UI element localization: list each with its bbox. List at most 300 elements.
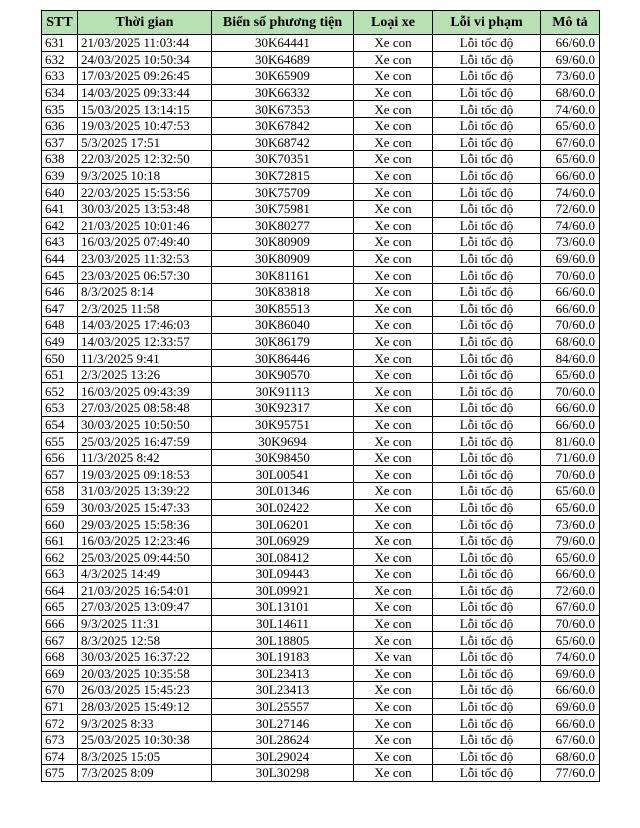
cell-stt: 657 bbox=[42, 466, 78, 483]
table-row bbox=[42, 51, 600, 68]
cell-stt: 655 bbox=[42, 433, 78, 450]
header-time: Thời gian bbox=[78, 11, 212, 35]
cell-stt: 660 bbox=[42, 516, 78, 533]
cell-vehicle-type: Xe con bbox=[354, 167, 433, 184]
cell-description: 70/60.0 bbox=[541, 615, 600, 632]
cell-stt: 632 bbox=[42, 51, 78, 68]
cell-time: 25/03/2025 16:47:59 bbox=[78, 433, 212, 450]
cell-stt: 666 bbox=[42, 615, 78, 632]
table-row bbox=[42, 317, 600, 334]
cell-description: 69/60.0 bbox=[541, 698, 600, 715]
cell-description: 66/60.0 bbox=[541, 400, 600, 417]
cell-time: 9/3/2025 8:33 bbox=[78, 715, 212, 732]
cell-stt: 644 bbox=[42, 250, 78, 267]
cell-time: 2/3/2025 11:58 bbox=[78, 300, 212, 317]
cell-description: 65/60.0 bbox=[541, 151, 600, 168]
cell-plate: 30L23413 bbox=[212, 682, 354, 699]
table-row bbox=[42, 516, 600, 533]
cell-plate: 30L01346 bbox=[212, 483, 354, 500]
cell-violation: Lỗi tốc độ bbox=[433, 682, 541, 699]
cell-vehicle-type: Xe con bbox=[354, 234, 433, 251]
cell-description: 81/60.0 bbox=[541, 433, 600, 450]
cell-time: 30/03/2025 10:50:50 bbox=[78, 416, 212, 433]
cell-violation: Lỗi tốc độ bbox=[433, 632, 541, 649]
cell-description: 65/60.0 bbox=[541, 483, 600, 500]
cell-vehicle-type: Xe con bbox=[354, 466, 433, 483]
cell-time: 22/03/2025 12:32:50 bbox=[78, 151, 212, 168]
cell-violation: Lỗi tốc độ bbox=[433, 748, 541, 765]
cell-stt: 667 bbox=[42, 632, 78, 649]
cell-stt: 662 bbox=[42, 549, 78, 566]
cell-stt: 671 bbox=[42, 698, 78, 715]
cell-vehicle-type: Xe con bbox=[354, 549, 433, 566]
cell-stt: 658 bbox=[42, 483, 78, 500]
table-row bbox=[42, 250, 600, 267]
cell-time: 15/03/2025 13:14:15 bbox=[78, 101, 212, 118]
header-stt: STT bbox=[42, 11, 78, 35]
cell-stt: 649 bbox=[42, 333, 78, 350]
cell-violation: Lỗi tốc độ bbox=[433, 300, 541, 317]
cell-violation: Lỗi tốc độ bbox=[433, 134, 541, 151]
cell-violation: Lỗi tốc độ bbox=[433, 51, 541, 68]
cell-vehicle-type: Xe con bbox=[354, 632, 433, 649]
cell-violation: Lỗi tốc độ bbox=[433, 483, 541, 500]
cell-stt: 661 bbox=[42, 532, 78, 549]
cell-plate: 30K64689 bbox=[212, 51, 354, 68]
cell-violation: Lỗi tốc độ bbox=[433, 449, 541, 466]
table-row bbox=[42, 283, 600, 300]
cell-vehicle-type: Xe con bbox=[354, 283, 433, 300]
cell-violation: Lỗi tốc độ bbox=[433, 317, 541, 334]
cell-violation: Lỗi tốc độ bbox=[433, 200, 541, 217]
cell-plate: 30K70351 bbox=[212, 151, 354, 168]
cell-vehicle-type: Xe con bbox=[354, 516, 433, 533]
cell-description: 65/60.0 bbox=[541, 632, 600, 649]
cell-plate: 30L27146 bbox=[212, 715, 354, 732]
cell-plate: 30K98450 bbox=[212, 449, 354, 466]
cell-violation: Lỗi tốc độ bbox=[433, 68, 541, 85]
cell-vehicle-type: Xe con bbox=[354, 68, 433, 85]
cell-description: 73/60.0 bbox=[541, 68, 600, 85]
cell-description: 67/60.0 bbox=[541, 731, 600, 748]
cell-time: 5/3/2025 17:51 bbox=[78, 134, 212, 151]
cell-description: 72/60.0 bbox=[541, 582, 600, 599]
header-plate: Biển số phương tiện bbox=[212, 11, 354, 35]
cell-violation: Lỗi tốc độ bbox=[433, 731, 541, 748]
cell-plate: 30K80909 bbox=[212, 234, 354, 251]
table-row bbox=[42, 648, 600, 665]
table-row bbox=[42, 300, 600, 317]
table-row bbox=[42, 167, 600, 184]
cell-plate: 30K86179 bbox=[212, 333, 354, 350]
cell-stt: 635 bbox=[42, 101, 78, 118]
cell-time: 29/03/2025 15:58:36 bbox=[78, 516, 212, 533]
table-row bbox=[42, 466, 600, 483]
cell-vehicle-type: Xe con bbox=[354, 748, 433, 765]
table-row bbox=[42, 350, 600, 367]
table-row bbox=[42, 433, 600, 450]
cell-vehicle-type: Xe van bbox=[354, 648, 433, 665]
cell-violation: Lỗi tốc độ bbox=[433, 400, 541, 417]
cell-vehicle-type: Xe con bbox=[354, 300, 433, 317]
cell-stt: 664 bbox=[42, 582, 78, 599]
table-row bbox=[42, 582, 600, 599]
cell-stt: 642 bbox=[42, 217, 78, 234]
table-header-row bbox=[42, 11, 600, 35]
violation-table-container bbox=[41, 10, 599, 782]
cell-plate: 30L09443 bbox=[212, 566, 354, 583]
cell-plate: 30K65909 bbox=[212, 68, 354, 85]
cell-plate: 30L02422 bbox=[212, 499, 354, 516]
cell-plate: 30K64441 bbox=[212, 35, 354, 52]
cell-time: 22/03/2025 15:53:56 bbox=[78, 184, 212, 201]
cell-plate: 30K90570 bbox=[212, 366, 354, 383]
cell-plate: 30L23413 bbox=[212, 665, 354, 682]
cell-vehicle-type: Xe con bbox=[354, 366, 433, 383]
cell-time: 2/3/2025 13:26 bbox=[78, 366, 212, 383]
cell-description: 79/60.0 bbox=[541, 532, 600, 549]
cell-description: 69/60.0 bbox=[541, 250, 600, 267]
table-row bbox=[42, 449, 600, 466]
cell-time: 25/03/2025 09:44:50 bbox=[78, 549, 212, 566]
cell-description: 67/60.0 bbox=[541, 134, 600, 151]
cell-plate: 30K66332 bbox=[212, 84, 354, 101]
cell-violation: Lỗi tốc độ bbox=[433, 283, 541, 300]
table-row bbox=[42, 532, 600, 549]
header-violation: Lỗi vi phạm bbox=[433, 11, 541, 35]
table-row bbox=[42, 615, 600, 632]
cell-violation: Lỗi tốc độ bbox=[433, 715, 541, 732]
table-body bbox=[42, 35, 600, 782]
cell-vehicle-type: Xe con bbox=[354, 267, 433, 284]
cell-violation: Lỗi tốc độ bbox=[433, 499, 541, 516]
cell-violation: Lỗi tốc độ bbox=[433, 117, 541, 134]
table-row bbox=[42, 599, 600, 616]
cell-violation: Lỗi tốc độ bbox=[433, 184, 541, 201]
cell-violation: Lỗi tốc độ bbox=[433, 234, 541, 251]
cell-time: 21/03/2025 11:03:44 bbox=[78, 35, 212, 52]
cell-plate: 30K68742 bbox=[212, 134, 354, 151]
cell-plate: 30L25557 bbox=[212, 698, 354, 715]
cell-description: 84/60.0 bbox=[541, 350, 600, 367]
cell-vehicle-type: Xe con bbox=[354, 416, 433, 433]
cell-violation: Lỗi tốc độ bbox=[433, 532, 541, 549]
cell-vehicle-type: Xe con bbox=[354, 217, 433, 234]
table-row bbox=[42, 632, 600, 649]
table-row bbox=[42, 234, 600, 251]
cell-vehicle-type: Xe con bbox=[354, 715, 433, 732]
cell-stt: 651 bbox=[42, 366, 78, 383]
cell-stt: 638 bbox=[42, 151, 78, 168]
cell-time: 24/03/2025 10:50:34 bbox=[78, 51, 212, 68]
cell-description: 70/60.0 bbox=[541, 317, 600, 334]
cell-violation: Lỗi tốc độ bbox=[433, 250, 541, 267]
cell-description: 68/60.0 bbox=[541, 84, 600, 101]
cell-vehicle-type: Xe con bbox=[354, 151, 433, 168]
cell-description: 74/60.0 bbox=[541, 101, 600, 118]
cell-plate: 30L09921 bbox=[212, 582, 354, 599]
cell-plate: 30K81161 bbox=[212, 267, 354, 284]
table-row bbox=[42, 483, 600, 500]
cell-vehicle-type: Xe con bbox=[354, 566, 433, 583]
cell-time: 27/03/2025 13:09:47 bbox=[78, 599, 212, 616]
cell-plate: 30K80909 bbox=[212, 250, 354, 267]
cell-violation: Lỗi tốc độ bbox=[433, 267, 541, 284]
cell-time: 21/03/2025 10:01:46 bbox=[78, 217, 212, 234]
cell-plate: 30K80277 bbox=[212, 217, 354, 234]
cell-time: 30/03/2025 16:37:22 bbox=[78, 648, 212, 665]
violation-table bbox=[41, 10, 600, 782]
cell-violation: Lỗi tốc độ bbox=[433, 416, 541, 433]
table-row bbox=[42, 698, 600, 715]
cell-vehicle-type: Xe con bbox=[354, 117, 433, 134]
cell-violation: Lỗi tốc độ bbox=[433, 466, 541, 483]
cell-plate: 30L06929 bbox=[212, 532, 354, 549]
cell-time: 19/03/2025 10:47:53 bbox=[78, 117, 212, 134]
cell-plate: 30K9694 bbox=[212, 433, 354, 450]
cell-vehicle-type: Xe con bbox=[354, 582, 433, 599]
table-row bbox=[42, 665, 600, 682]
cell-vehicle-type: Xe con bbox=[354, 350, 433, 367]
cell-stt: 637 bbox=[42, 134, 78, 151]
cell-stt: 653 bbox=[42, 400, 78, 417]
cell-violation: Lỗi tốc độ bbox=[433, 566, 541, 583]
table-row bbox=[42, 566, 600, 583]
cell-description: 73/60.0 bbox=[541, 516, 600, 533]
cell-violation: Lỗi tốc độ bbox=[433, 433, 541, 450]
cell-stt: 633 bbox=[42, 68, 78, 85]
cell-time: 4/3/2025 14:49 bbox=[78, 566, 212, 583]
cell-violation: Lỗi tốc độ bbox=[433, 350, 541, 367]
cell-plate: 30K75709 bbox=[212, 184, 354, 201]
table-row bbox=[42, 400, 600, 417]
cell-stt: 652 bbox=[42, 383, 78, 400]
cell-stt: 654 bbox=[42, 416, 78, 433]
cell-violation: Lỗi tốc độ bbox=[433, 167, 541, 184]
cell-plate: 30K95751 bbox=[212, 416, 354, 433]
cell-vehicle-type: Xe con bbox=[354, 51, 433, 68]
cell-description: 65/60.0 bbox=[541, 549, 600, 566]
cell-time: 25/03/2025 10:30:38 bbox=[78, 731, 212, 748]
cell-plate: 30L06201 bbox=[212, 516, 354, 533]
cell-time: 14/03/2025 09:33:44 bbox=[78, 84, 212, 101]
cell-vehicle-type: Xe con bbox=[354, 615, 433, 632]
cell-plate: 30L30298 bbox=[212, 765, 354, 782]
table-row bbox=[42, 101, 600, 118]
cell-stt: 675 bbox=[42, 765, 78, 782]
table-row bbox=[42, 151, 600, 168]
cell-violation: Lỗi tốc độ bbox=[433, 698, 541, 715]
cell-description: 65/60.0 bbox=[541, 117, 600, 134]
cell-time: 8/3/2025 15:05 bbox=[78, 748, 212, 765]
cell-time: 11/3/2025 8:42 bbox=[78, 449, 212, 466]
cell-stt: 670 bbox=[42, 682, 78, 699]
cell-plate: 30K85513 bbox=[212, 300, 354, 317]
cell-vehicle-type: Xe con bbox=[354, 200, 433, 217]
cell-time: 31/03/2025 13:39:22 bbox=[78, 483, 212, 500]
cell-time: 9/3/2025 11:31 bbox=[78, 615, 212, 632]
cell-vehicle-type: Xe con bbox=[354, 101, 433, 118]
cell-vehicle-type: Xe con bbox=[354, 665, 433, 682]
cell-plate: 30K67353 bbox=[212, 101, 354, 118]
cell-stt: 659 bbox=[42, 499, 78, 516]
cell-stt: 647 bbox=[42, 300, 78, 317]
table-row bbox=[42, 333, 600, 350]
cell-description: 66/60.0 bbox=[541, 566, 600, 583]
cell-time: 26/03/2025 15:45:23 bbox=[78, 682, 212, 699]
cell-plate: 30K86040 bbox=[212, 317, 354, 334]
table-row bbox=[42, 383, 600, 400]
cell-description: 73/60.0 bbox=[541, 234, 600, 251]
cell-stt: 648 bbox=[42, 317, 78, 334]
cell-vehicle-type: Xe con bbox=[354, 134, 433, 151]
cell-vehicle-type: Xe con bbox=[354, 698, 433, 715]
cell-vehicle-type: Xe con bbox=[354, 333, 433, 350]
cell-plate: 30L08412 bbox=[212, 549, 354, 566]
cell-violation: Lỗi tốc độ bbox=[433, 516, 541, 533]
cell-time: 9/3/2025 10:18 bbox=[78, 167, 212, 184]
cell-description: 65/60.0 bbox=[541, 366, 600, 383]
cell-description: 69/60.0 bbox=[541, 51, 600, 68]
cell-stt: 673 bbox=[42, 731, 78, 748]
cell-vehicle-type: Xe con bbox=[354, 599, 433, 616]
cell-description: 74/60.0 bbox=[541, 648, 600, 665]
cell-violation: Lỗi tốc độ bbox=[433, 151, 541, 168]
cell-time: 16/03/2025 09:43:39 bbox=[78, 383, 212, 400]
cell-stt: 636 bbox=[42, 117, 78, 134]
cell-stt: 656 bbox=[42, 449, 78, 466]
cell-description: 66/60.0 bbox=[541, 35, 600, 52]
table-row bbox=[42, 134, 600, 151]
cell-plate: 30K91113 bbox=[212, 383, 354, 400]
cell-plate: 30L18805 bbox=[212, 632, 354, 649]
cell-time: 14/03/2025 17:46:03 bbox=[78, 317, 212, 334]
cell-vehicle-type: Xe con bbox=[354, 84, 433, 101]
cell-description: 66/60.0 bbox=[541, 167, 600, 184]
cell-plate: 30K75981 bbox=[212, 200, 354, 217]
table-row bbox=[42, 499, 600, 516]
cell-vehicle-type: Xe con bbox=[354, 35, 433, 52]
cell-violation: Lỗi tốc độ bbox=[433, 665, 541, 682]
cell-time: 14/03/2025 12:33:57 bbox=[78, 333, 212, 350]
cell-description: 66/60.0 bbox=[541, 283, 600, 300]
cell-time: 8/3/2025 12:58 bbox=[78, 632, 212, 649]
cell-violation: Lỗi tốc độ bbox=[433, 366, 541, 383]
cell-stt: 645 bbox=[42, 267, 78, 284]
cell-vehicle-type: Xe con bbox=[354, 731, 433, 748]
cell-time: 21/03/2025 16:54:01 bbox=[78, 582, 212, 599]
cell-vehicle-type: Xe con bbox=[354, 532, 433, 549]
table-row bbox=[42, 549, 600, 566]
cell-stt: 674 bbox=[42, 748, 78, 765]
table-row bbox=[42, 68, 600, 85]
cell-time: 17/03/2025 09:26:45 bbox=[78, 68, 212, 85]
cell-violation: Lỗi tốc độ bbox=[433, 549, 541, 566]
cell-violation: Lỗi tốc độ bbox=[433, 582, 541, 599]
cell-description: 66/60.0 bbox=[541, 682, 600, 699]
cell-violation: Lỗi tốc độ bbox=[433, 84, 541, 101]
cell-description: 67/60.0 bbox=[541, 599, 600, 616]
table-row bbox=[42, 35, 600, 52]
cell-stt: 639 bbox=[42, 167, 78, 184]
cell-vehicle-type: Xe con bbox=[354, 250, 433, 267]
cell-time: 23/03/2025 06:57:30 bbox=[78, 267, 212, 284]
cell-vehicle-type: Xe con bbox=[354, 383, 433, 400]
cell-violation: Lỗi tốc độ bbox=[433, 333, 541, 350]
cell-description: 69/60.0 bbox=[541, 665, 600, 682]
cell-plate: 30L28624 bbox=[212, 731, 354, 748]
cell-vehicle-type: Xe con bbox=[354, 483, 433, 500]
cell-violation: Lỗi tốc độ bbox=[433, 765, 541, 782]
cell-time: 28/03/2025 15:49:12 bbox=[78, 698, 212, 715]
cell-plate: 30K72815 bbox=[212, 167, 354, 184]
table-row bbox=[42, 200, 600, 217]
table-row bbox=[42, 682, 600, 699]
table-row bbox=[42, 366, 600, 383]
cell-stt: 643 bbox=[42, 234, 78, 251]
cell-description: 71/60.0 bbox=[541, 449, 600, 466]
cell-vehicle-type: Xe con bbox=[354, 317, 433, 334]
cell-stt: 668 bbox=[42, 648, 78, 665]
cell-description: 66/60.0 bbox=[541, 416, 600, 433]
table-row bbox=[42, 184, 600, 201]
cell-time: 27/03/2025 08:58:48 bbox=[78, 400, 212, 417]
cell-description: 70/60.0 bbox=[541, 466, 600, 483]
cell-plate: 30L14611 bbox=[212, 615, 354, 632]
table-row bbox=[42, 416, 600, 433]
cell-violation: Lỗi tốc độ bbox=[433, 599, 541, 616]
cell-plate: 30L19183 bbox=[212, 648, 354, 665]
cell-description: 72/60.0 bbox=[541, 200, 600, 217]
cell-stt: 650 bbox=[42, 350, 78, 367]
cell-description: 70/60.0 bbox=[541, 383, 600, 400]
cell-plate: 30K67842 bbox=[212, 117, 354, 134]
cell-description: 65/60.0 bbox=[541, 499, 600, 516]
table-row bbox=[42, 715, 600, 732]
table-row bbox=[42, 84, 600, 101]
cell-time: 30/03/2025 15:47:33 bbox=[78, 499, 212, 516]
cell-stt: 631 bbox=[42, 35, 78, 52]
cell-time: 20/03/2025 10:35:58 bbox=[78, 665, 212, 682]
cell-description: 74/60.0 bbox=[541, 184, 600, 201]
table-row bbox=[42, 267, 600, 284]
cell-description: 70/60.0 bbox=[541, 267, 600, 284]
cell-violation: Lỗi tốc độ bbox=[433, 648, 541, 665]
cell-violation: Lỗi tốc độ bbox=[433, 35, 541, 52]
table-row bbox=[42, 731, 600, 748]
cell-plate: 30K86446 bbox=[212, 350, 354, 367]
table-row bbox=[42, 117, 600, 134]
cell-time: 8/3/2025 8:14 bbox=[78, 283, 212, 300]
cell-vehicle-type: Xe con bbox=[354, 765, 433, 782]
cell-violation: Lỗi tốc độ bbox=[433, 217, 541, 234]
cell-time: 23/03/2025 11:32:53 bbox=[78, 250, 212, 267]
cell-stt: 640 bbox=[42, 184, 78, 201]
cell-violation: Lỗi tốc độ bbox=[433, 615, 541, 632]
cell-stt: 641 bbox=[42, 200, 78, 217]
cell-vehicle-type: Xe con bbox=[354, 433, 433, 450]
cell-vehicle-type: Xe con bbox=[354, 449, 433, 466]
cell-stt: 665 bbox=[42, 599, 78, 616]
cell-time: 16/03/2025 07:49:40 bbox=[78, 234, 212, 251]
cell-description: 74/60.0 bbox=[541, 217, 600, 234]
cell-description: 66/60.0 bbox=[541, 715, 600, 732]
cell-stt: 663 bbox=[42, 566, 78, 583]
cell-violation: Lỗi tốc độ bbox=[433, 383, 541, 400]
cell-time: 19/03/2025 09:18:53 bbox=[78, 466, 212, 483]
cell-vehicle-type: Xe con bbox=[354, 682, 433, 699]
cell-plate: 30K92317 bbox=[212, 400, 354, 417]
